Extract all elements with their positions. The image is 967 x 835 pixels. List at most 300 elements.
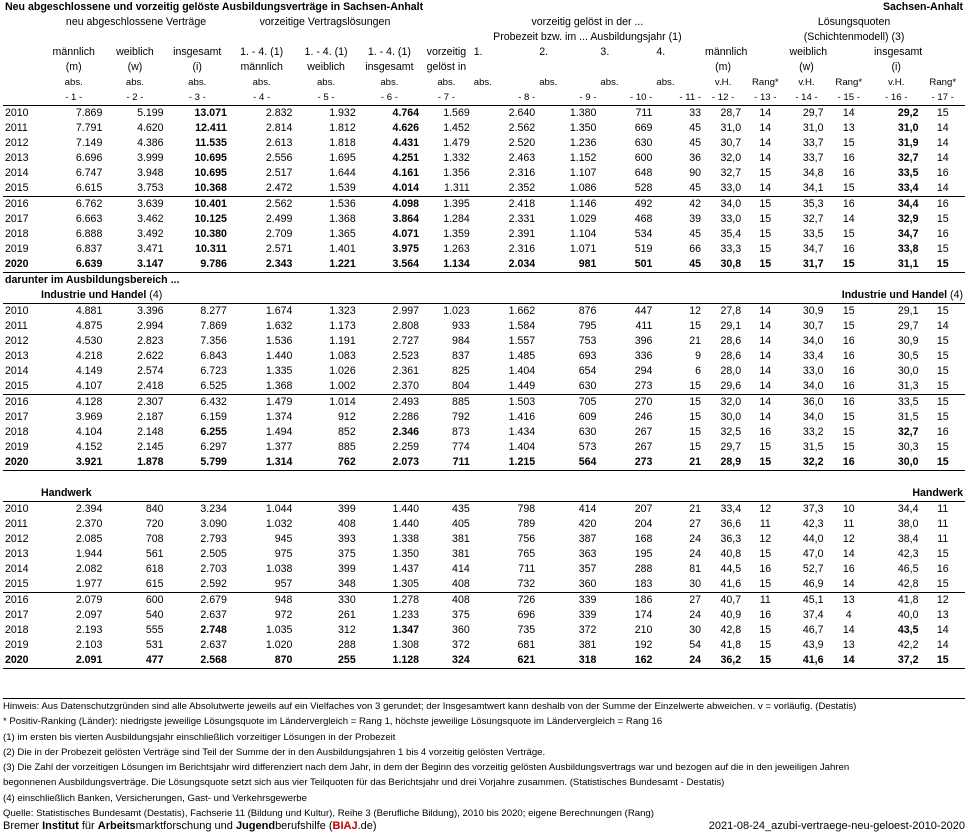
- subheading: darunter im Ausbildungsbereich ...: [5, 274, 180, 286]
- value-cell: 14: [936, 137, 949, 149]
- value-cell: 14: [759, 152, 772, 164]
- value-cell: 16: [936, 167, 949, 179]
- value-cell: 600: [104, 593, 165, 609]
- value-cell: 14: [936, 122, 949, 134]
- value-cell: 21: [689, 335, 702, 347]
- value-cell: 31,5: [897, 411, 919, 423]
- value-cell: 7.356: [200, 335, 227, 347]
- value-cell: 1.152: [569, 152, 597, 164]
- value-cell: 2.091: [75, 654, 103, 666]
- value-cell: 705: [537, 395, 598, 411]
- value-cell: 1.338: [392, 533, 420, 545]
- value-cell: 14: [842, 548, 855, 560]
- value-cell: 1.026: [329, 365, 356, 377]
- column-header: männlich: [240, 61, 283, 73]
- value-cell: 501: [598, 257, 654, 273]
- value-cell: 41,6: [720, 578, 742, 590]
- value-cell: 1.107: [569, 167, 597, 179]
- org-name-part: Institut: [42, 820, 79, 832]
- group-header-row: [3, 15, 965, 30]
- value-cell: 1.311: [444, 182, 470, 194]
- org-name-part: Arbeits: [97, 820, 136, 832]
- org-name-part: berufshilfe: [275, 820, 329, 832]
- year-cell: 2013: [5, 350, 29, 362]
- value-cell: 933: [452, 320, 470, 332]
- value-cell: 31,0: [802, 122, 824, 134]
- value-cell: 15: [842, 426, 855, 438]
- year-cell: 2018: [5, 426, 29, 438]
- value-cell: 13.071: [194, 107, 227, 119]
- value-cell: 6.255: [200, 426, 227, 438]
- value-cell: 1.215: [472, 455, 537, 471]
- column-header: abs.: [656, 77, 675, 88]
- value-cell: 30: [689, 624, 702, 636]
- column-header: 2.: [539, 46, 549, 58]
- value-cell: 2.823: [137, 335, 164, 347]
- footer: [3, 818, 965, 834]
- value-cell: 28,9: [703, 455, 743, 471]
- value-cell: 411: [635, 320, 653, 332]
- value-cell: 4.098: [358, 197, 421, 213]
- value-cell: 1.404: [508, 365, 536, 377]
- value-cell: 32,5: [720, 426, 742, 438]
- value-cell: 1.029: [569, 213, 597, 225]
- value-cell: 1.032: [265, 518, 293, 530]
- value-cell: 29,1: [897, 305, 919, 317]
- year-cell: 2011: [5, 122, 28, 134]
- value-cell: 14: [842, 107, 855, 119]
- value-cell: 4.764: [392, 107, 420, 119]
- value-cell: 10.695: [194, 152, 227, 164]
- column-header: [598, 60, 654, 75]
- value-cell: 2.472: [265, 182, 293, 194]
- column-header: Rang*: [751, 77, 779, 88]
- value-cell: 66: [689, 243, 702, 255]
- value-cell: 16: [826, 395, 872, 411]
- table-row: [3, 638, 965, 653]
- value-cell: 798: [517, 503, 536, 515]
- value-cell: 870: [274, 654, 293, 666]
- value-cell: 14: [842, 624, 855, 636]
- value-cell: 288: [634, 563, 653, 575]
- value-cell: 270: [598, 395, 654, 411]
- value-cell: 31,1: [872, 257, 921, 273]
- value-cell: 39: [689, 213, 702, 225]
- value-cell: 1.401: [329, 243, 356, 255]
- value-cell: 15: [842, 305, 855, 317]
- group-header-row-2: [3, 30, 965, 45]
- value-cell: 294: [634, 365, 653, 377]
- value-cell: 381: [452, 533, 470, 545]
- value-cell: 162: [634, 654, 653, 666]
- value-cell: 30,0: [897, 365, 919, 377]
- value-cell: 2.034: [472, 257, 537, 273]
- value-cell: 15: [689, 426, 702, 438]
- value-cell: 1.818: [329, 137, 356, 149]
- value-cell: 14: [759, 107, 772, 119]
- value-cell: 1.440: [392, 518, 420, 530]
- value-cell: 45: [654, 257, 703, 273]
- value-cell: 2.832: [265, 107, 293, 119]
- value-cell: 14: [759, 380, 772, 392]
- value-cell: 648: [634, 167, 653, 179]
- year-cell: 2014: [5, 365, 29, 377]
- value-cell: 32,0: [720, 152, 742, 164]
- table-row: [3, 562, 965, 577]
- value-cell: 14: [759, 182, 772, 194]
- table-row: [3, 608, 965, 623]
- value-cell: 630: [578, 426, 597, 438]
- value-cell: 876: [578, 305, 597, 317]
- spacer: [3, 90, 43, 106]
- value-cell: 15: [842, 137, 855, 149]
- value-cell: 12.411: [195, 122, 227, 134]
- value-cell: 1.038: [265, 563, 293, 575]
- value-cell: 3.147: [104, 257, 165, 273]
- value-cell: 339: [578, 609, 597, 621]
- value-cell: 1.536: [294, 197, 357, 213]
- table-row: [3, 593, 965, 609]
- value-cell: 15: [743, 257, 787, 273]
- value-cell: 2.418: [472, 197, 537, 213]
- table-row: [3, 502, 965, 518]
- value-cell: 33,2: [802, 426, 824, 438]
- value-cell: 3.753: [137, 182, 164, 194]
- column-header: - 12 -: [703, 90, 743, 106]
- value-cell: 4: [845, 609, 852, 621]
- value-cell: 720: [145, 518, 164, 530]
- value-cell: 40,8: [720, 548, 742, 560]
- value-cell: 204: [634, 518, 653, 530]
- value-cell: 33,8: [897, 243, 919, 255]
- value-cell: 1.350: [569, 122, 597, 134]
- value-cell: 2.562: [229, 197, 294, 213]
- column-header: (m): [715, 61, 732, 73]
- year-cell: 2020: [3, 257, 43, 273]
- value-cell: 33,5: [872, 395, 921, 411]
- value-cell: 31,7: [787, 257, 825, 273]
- value-cell: 32,2: [787, 455, 825, 471]
- value-cell: 1.437: [392, 563, 420, 575]
- value-cell: 573: [578, 441, 597, 453]
- value-cell: 11: [937, 533, 949, 545]
- value-cell: 15: [936, 107, 949, 119]
- value-cell: 4.149: [75, 365, 103, 377]
- value-cell: 15: [842, 320, 855, 332]
- value-cell: 6.696: [75, 152, 103, 164]
- value-cell: 2.613: [265, 137, 293, 149]
- value-cell: 7.149: [75, 137, 103, 149]
- value-cell: 16: [936, 563, 949, 575]
- group-early-terminations: vorzeitige Vertragslösungen: [259, 16, 391, 28]
- value-cell: 1.485: [508, 350, 536, 362]
- value-cell: 324: [452, 654, 470, 666]
- value-cell: 3.234: [200, 503, 227, 515]
- value-cell: 4.431: [392, 137, 420, 149]
- table-row: [3, 319, 965, 334]
- value-cell: 414: [452, 563, 470, 575]
- value-cell: 1.134: [421, 257, 472, 273]
- table-row: [3, 425, 965, 440]
- table-row: [3, 304, 965, 320]
- section-label-handwerk: Handwerk: [3, 486, 703, 502]
- value-cell: 753: [578, 335, 597, 347]
- value-cell: 5.799: [166, 455, 229, 471]
- value-cell: 14: [759, 320, 772, 332]
- year-cell: 2014: [5, 563, 29, 575]
- year-cell: 2011: [5, 518, 28, 530]
- value-cell: 33,0: [720, 182, 742, 194]
- value-cell: 15: [842, 411, 855, 423]
- value-cell: 16: [759, 426, 772, 438]
- column-header: - 7 -: [421, 90, 472, 106]
- value-cell: 34,7: [802, 243, 824, 255]
- value-cell: 192: [634, 639, 653, 651]
- value-cell: 34,4: [897, 503, 919, 515]
- value-cell: 1.878: [104, 455, 165, 471]
- value-cell: 1.539: [329, 182, 356, 194]
- value-cell: 435: [452, 503, 470, 515]
- group-quotas-2: (Schichtenmodell) (3): [803, 31, 905, 43]
- year-cell: 2019: [5, 243, 29, 255]
- column-header: v.H.: [888, 77, 905, 88]
- value-cell: 2.394: [75, 503, 103, 515]
- column-header: - 14 -: [787, 90, 825, 106]
- value-cell: 7.791: [75, 122, 103, 134]
- table-title: Neu abgeschlossene und vorzeitig gelöste Ausbildungsverträge in Sachsen-Anhalt: [5, 1, 424, 13]
- value-cell: 405: [452, 518, 470, 530]
- value-cell: 360: [452, 624, 470, 636]
- spacer: [3, 30, 472, 45]
- value-cell: 15: [759, 578, 772, 590]
- value-cell: 45: [689, 122, 702, 134]
- value-cell: 2.637: [200, 609, 227, 621]
- table-row: [3, 379, 965, 395]
- value-cell: 1.395: [421, 197, 472, 213]
- value-cell: 912: [338, 411, 356, 423]
- value-cell: 3.864: [392, 213, 420, 225]
- value-cell: 363: [578, 548, 597, 560]
- value-cell: 14: [842, 578, 855, 590]
- value-cell: 36,2: [720, 654, 742, 666]
- org-name-part: für: [78, 820, 98, 832]
- value-cell: 15: [936, 411, 949, 423]
- column-header-row: [3, 90, 965, 106]
- value-cell: 47,0: [802, 548, 824, 560]
- column-header-row: [3, 45, 965, 60]
- value-cell: 9: [695, 350, 702, 362]
- value-cell: 15: [936, 350, 949, 362]
- spacer: [3, 15, 43, 30]
- value-cell: 618: [145, 563, 164, 575]
- value-cell: 35,3: [787, 197, 825, 213]
- value-cell: 27,8: [720, 305, 742, 317]
- value-cell: 15: [743, 455, 787, 471]
- year-cell: 2010: [5, 107, 29, 119]
- value-cell: 2.370: [75, 518, 103, 530]
- value-cell: 28,0: [720, 365, 742, 377]
- column-header: weiblich: [116, 46, 154, 58]
- value-cell: 11: [937, 518, 949, 530]
- value-cell: 33,0: [802, 365, 824, 377]
- value-cell: 46,9: [802, 578, 824, 590]
- value-cell: 29,7: [720, 441, 742, 453]
- value-cell: 32,7: [802, 213, 824, 225]
- column-header: [826, 60, 872, 75]
- value-cell: 2.523: [392, 350, 420, 362]
- value-cell: 2.640: [508, 107, 536, 119]
- value-cell: 4.014: [392, 182, 420, 194]
- value-cell: 15: [936, 243, 949, 255]
- footnote: * Positiv-Ranking (Länder): niedrigste jeweilige Lösungsquote im Ländervergleich = Rang 1, höchste jeweilige Lösungsquote im Ländervergleich = Rang 16: [3, 716, 663, 728]
- value-cell: 44,5: [720, 563, 742, 575]
- value-cell: 40,0: [897, 609, 919, 621]
- value-cell: 10.368: [194, 182, 227, 194]
- org-name-part: BIAJ: [332, 820, 358, 832]
- value-cell: 207: [634, 503, 653, 515]
- value-cell: 2.727: [392, 335, 420, 347]
- value-cell: 696: [517, 609, 536, 621]
- value-cell: 1.356: [443, 167, 470, 179]
- value-cell: 837: [452, 350, 470, 362]
- value-cell: 3.462: [137, 213, 164, 225]
- value-cell: 6.297: [200, 441, 227, 453]
- year-cell: 2013: [5, 548, 29, 560]
- value-cell: 16: [842, 380, 855, 392]
- value-cell: 14: [759, 365, 772, 377]
- value-cell: 1.632: [265, 320, 293, 332]
- column-header: - 13 -: [743, 90, 787, 106]
- value-cell: 36: [689, 152, 702, 164]
- value-cell: 15: [842, 182, 855, 194]
- group-probation-2: Probezeit bzw. im ... Ausbildungsjahr (1): [493, 31, 682, 43]
- spacer: [703, 30, 743, 45]
- value-cell: 4.152: [75, 441, 103, 453]
- org-name-part: marktforschung und: [135, 820, 236, 832]
- value-cell: 531: [145, 639, 164, 651]
- value-cell: 2.073: [358, 455, 421, 471]
- value-cell: 33,3: [720, 243, 742, 255]
- value-cell: 630: [634, 137, 653, 149]
- value-cell: 1.479: [229, 395, 294, 411]
- value-cell: 1.023: [443, 305, 470, 317]
- value-cell: 45: [689, 182, 702, 194]
- group-new-contracts: neu abgeschlossene Verträge: [65, 16, 207, 28]
- value-cell: 6.888: [75, 228, 103, 240]
- spacer: [703, 0, 825, 15]
- column-header: [743, 45, 787, 60]
- year-cell: 2013: [5, 152, 29, 164]
- column-header: abs.: [125, 77, 145, 88]
- value-cell: 31,9: [897, 137, 919, 149]
- spacer: [3, 60, 43, 75]
- column-header: v.H.: [714, 77, 732, 88]
- value-cell: 13: [842, 122, 855, 134]
- value-cell: 33,7: [802, 152, 824, 164]
- value-cell: 2.148: [137, 426, 164, 438]
- value-cell: 1.002: [329, 380, 356, 392]
- section-label-note: (4): [947, 289, 963, 301]
- table-row: [3, 410, 965, 425]
- column-header: abs.: [473, 77, 492, 88]
- value-cell: 32,0: [703, 395, 743, 411]
- column-header: insgesamt: [365, 61, 414, 73]
- value-cell: 1.347: [392, 624, 420, 636]
- value-cell: 33,5: [897, 167, 919, 179]
- value-cell: 381: [578, 639, 597, 651]
- value-cell: 44,0: [802, 533, 824, 545]
- value-cell: 34,0: [802, 335, 824, 347]
- value-cell: 957: [274, 578, 293, 590]
- value-cell: 4.620: [137, 122, 164, 134]
- value-cell: 5.199: [137, 107, 164, 119]
- value-cell: 3.999: [137, 152, 164, 164]
- value-cell: 30: [689, 578, 702, 590]
- value-cell: 972: [274, 609, 293, 621]
- value-cell: 3.975: [392, 243, 420, 255]
- value-cell: 711: [518, 563, 536, 575]
- value-cell: 885: [421, 395, 472, 411]
- value-cell: 1.944: [75, 548, 103, 560]
- value-cell: 825: [452, 365, 470, 377]
- value-cell: 2.637: [200, 639, 227, 651]
- value-cell: 6.837: [75, 243, 103, 255]
- value-cell: 1.365: [329, 228, 356, 240]
- year-cell: 2015: [5, 380, 29, 392]
- value-cell: 15: [936, 578, 949, 590]
- value-cell: 4.626: [392, 122, 420, 134]
- org-name-part: (: [328, 820, 333, 832]
- value-cell: 1.350: [392, 548, 420, 560]
- value-cell: 492: [598, 197, 654, 213]
- section-row-handwerk: [3, 486, 965, 502]
- column-header: [921, 45, 965, 60]
- title-row: [3, 0, 965, 15]
- table-row: [3, 364, 965, 379]
- value-cell: 3.090: [200, 518, 227, 530]
- spacer: [3, 75, 43, 90]
- value-cell: 10.695: [194, 167, 227, 179]
- value-cell: 30,0: [720, 411, 742, 423]
- value-cell: 15: [689, 411, 702, 423]
- year-cell: 2012: [5, 137, 29, 149]
- value-cell: 975: [274, 548, 293, 560]
- value-cell: 2.307: [104, 395, 165, 411]
- value-cell: 30,5: [897, 350, 919, 362]
- value-cell: 15: [759, 654, 772, 666]
- value-cell: 4.161: [392, 167, 420, 179]
- value-cell: 168: [634, 533, 653, 545]
- value-cell: 12: [921, 593, 965, 609]
- value-cell: 2.103: [75, 639, 103, 651]
- column-header: abs.: [316, 77, 336, 88]
- spacer-row: [3, 471, 965, 487]
- value-cell: 414: [578, 503, 597, 515]
- value-cell: 2.493: [358, 395, 421, 411]
- value-cell: 6.432: [166, 395, 229, 411]
- table-row: [3, 121, 965, 136]
- value-cell: 984: [452, 335, 470, 347]
- value-cell: 348: [338, 578, 356, 590]
- value-cell: 360: [578, 578, 597, 590]
- section-label-text: Industrie und Handel: [841, 289, 948, 301]
- value-cell: 27: [654, 593, 703, 609]
- value-cell: 15: [921, 395, 965, 411]
- year-cell: 2020: [5, 654, 29, 666]
- value-cell: 34,0: [703, 197, 743, 213]
- value-cell: 1.932: [329, 107, 356, 119]
- value-cell: 2.592: [200, 578, 227, 590]
